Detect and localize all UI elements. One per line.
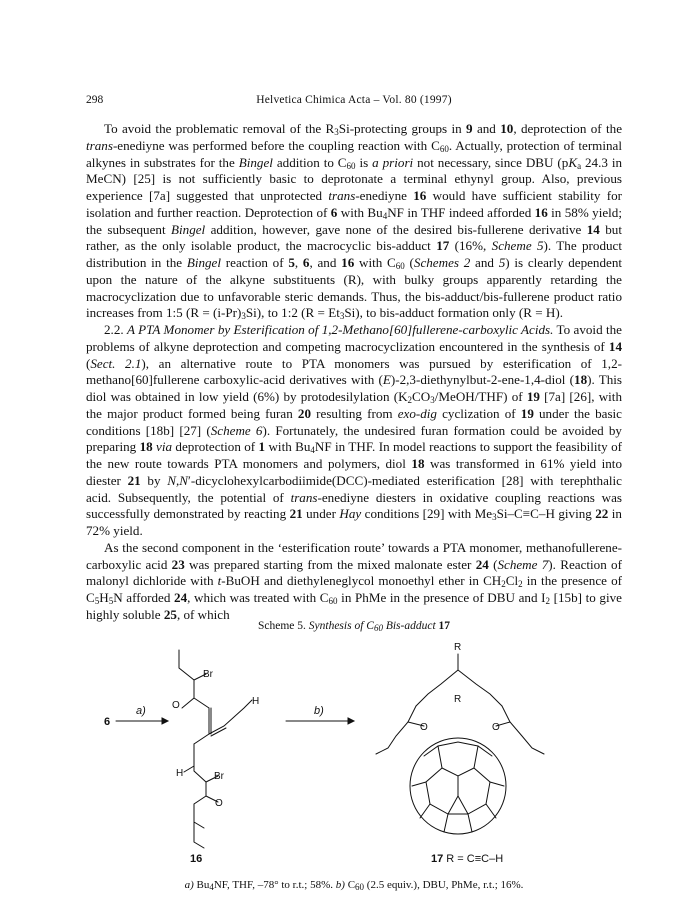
macrocycle-tether-left bbox=[416, 654, 458, 706]
journal-title: Helvetica Chimica Acta – Vol. 80 (1997) bbox=[256, 94, 452, 106]
product-label: 17 R = C≡C–H bbox=[431, 853, 504, 865]
ester-chain-top bbox=[179, 650, 194, 708]
atom-r: R bbox=[454, 694, 462, 705]
step-b-label: b) bbox=[314, 705, 324, 717]
paragraph: To avoid the problematic removal of the $R_3Si$-protecting groups in 9 and 10, deprotection of the trans-enediyne was performed before the coupling reaction with $C_{60}$. Actually, protection of terminal alkynes in substrates for the Bingel addition to $C_{60}$ is a priori not necessary, since DBU ($pK_a$ 24.3 in MeCN) [25] is not sufficiently basic to deprotonate a terminal ethynyl group. Also, previous experience [7a] suggested that unprotected trans-enediyne 16 would have sufficient stability for isolation and further reaction. Deprotection of 6 with $Bu_4NF$ in THF indeed afforded 16 in 58% yield; the subsequent Bingel addition, however, gave none of the desired bis-fullerene derivative 14 but rather, as the only isolable product, the macrocyclic bis-adduct 17 (16%, Scheme 5). The product distribution in the Bingel reaction of 5, 6, and 16 with $C_{60}$ (Schemes 2 and 5) is clearly dependent upon the nature of the alkyne substituents (R), with bulky groups apparently retarding the macrocyclization due to unfavorable steric demands. Thus, the bis-adduct/bis-fullerene product ratio increases from 1:5 $(R = (i-Pr)_3Si)$, to 1:2 $(R = Et_3Si)$, to bis-adduct formation only (R = H). bbox=[86, 121, 623, 322]
atom-o: O bbox=[492, 722, 500, 733]
atom-br: Br bbox=[203, 669, 213, 680]
step-a-label: a) bbox=[136, 705, 146, 717]
atom-o: O bbox=[420, 722, 428, 733]
paragraph: 2.2. A PTA Monomer by Esterification of 1,2-Methano[60]fullerene-carboxylic Acids. To avoid the problems of alkyne deprotection and competing macrocyclization encountered in the synthesis of 14 (Sect. 2.1), an alternative route to PTA monomers was pursued by esterification of 1,2-methano[60]fullerene carboxylic-acid derivatives with (E)-2,3-diethynylbut-2-ene-1,4-diol (18). This diol was obtained in low yield (6%) by protodesilylation $(K_2CO_3/MeOH/THF)$ of 19 [7a] [26], with the major product formed being furan 20 resulting from exo-dig cyclization of 19 under the basic conditions [18b] [27] (Scheme 6). Fortunately, the undesired furan formation could be avoided by preparing 18 via deprotection of 1 with $Bu_4NF$ in THF. In model reactions to support the feasibility of the new route towards PTA monomers and polymers, diol 18 was transformed in 61% yield into diester 21 by N,N′-dicyclohexylcarbodiimide(DCC)-mediated esterification [28] with terephthalic acid. Subsequently, the potential of trans-enediyne diesters in oxidative coupling reactions was successfully demonstrated by reacting 21 under Hay conditions [29] with $Me_3Si-C\equiv C-H$ giving 22 in 72% yield. bbox=[86, 322, 623, 538]
atom-r: R bbox=[454, 642, 462, 653]
atom-o: O bbox=[215, 798, 223, 809]
scheme-5-figure bbox=[86, 636, 622, 868]
body-text bbox=[86, 121, 622, 624]
scheme-title: Scheme 5. Synthesis of $C_{60}$ Bis-adduct 17 bbox=[257, 620, 451, 633]
enediyne-core bbox=[184, 698, 209, 772]
atom-br: Br bbox=[214, 771, 224, 782]
running-header bbox=[86, 94, 622, 110]
alkyne-top bbox=[209, 700, 252, 734]
atom-h: H bbox=[176, 768, 184, 779]
page-number: 298 bbox=[86, 94, 104, 106]
intermediate-label: 16 bbox=[190, 853, 203, 865]
macrocycle-tether-right bbox=[458, 670, 502, 706]
atom-o: O bbox=[172, 700, 180, 711]
ester-chain-bottom bbox=[194, 744, 206, 828]
scheme-caption: a) $Bu_4NF$, THF, –78° to r.t.; 58%. b) $C_{60}$ (2.5 equiv.), DBU, PhMe, r.t.; 16%. bbox=[184, 879, 524, 892]
atom-h: H bbox=[252, 696, 260, 707]
start-label: 6 bbox=[104, 716, 111, 728]
paragraph: As the second component in the ‘esterification route’ towards a PTA monomer, methanofullerene-carboxylic acid 23 was prepared starting from the mixed malonate ester 24 (Scheme 7). Reaction of malonyl dichloride with t-BuOH and diethyleneglycol monoethyl ether in $CH_2Cl_2$ in the presence of $C_5H_5N$ afforded 24, which was treated with $C_{60}$ in PhMe in the presence of DBU and $I_2$ [15b] to give highly soluble 25, of which bbox=[86, 539, 622, 622]
